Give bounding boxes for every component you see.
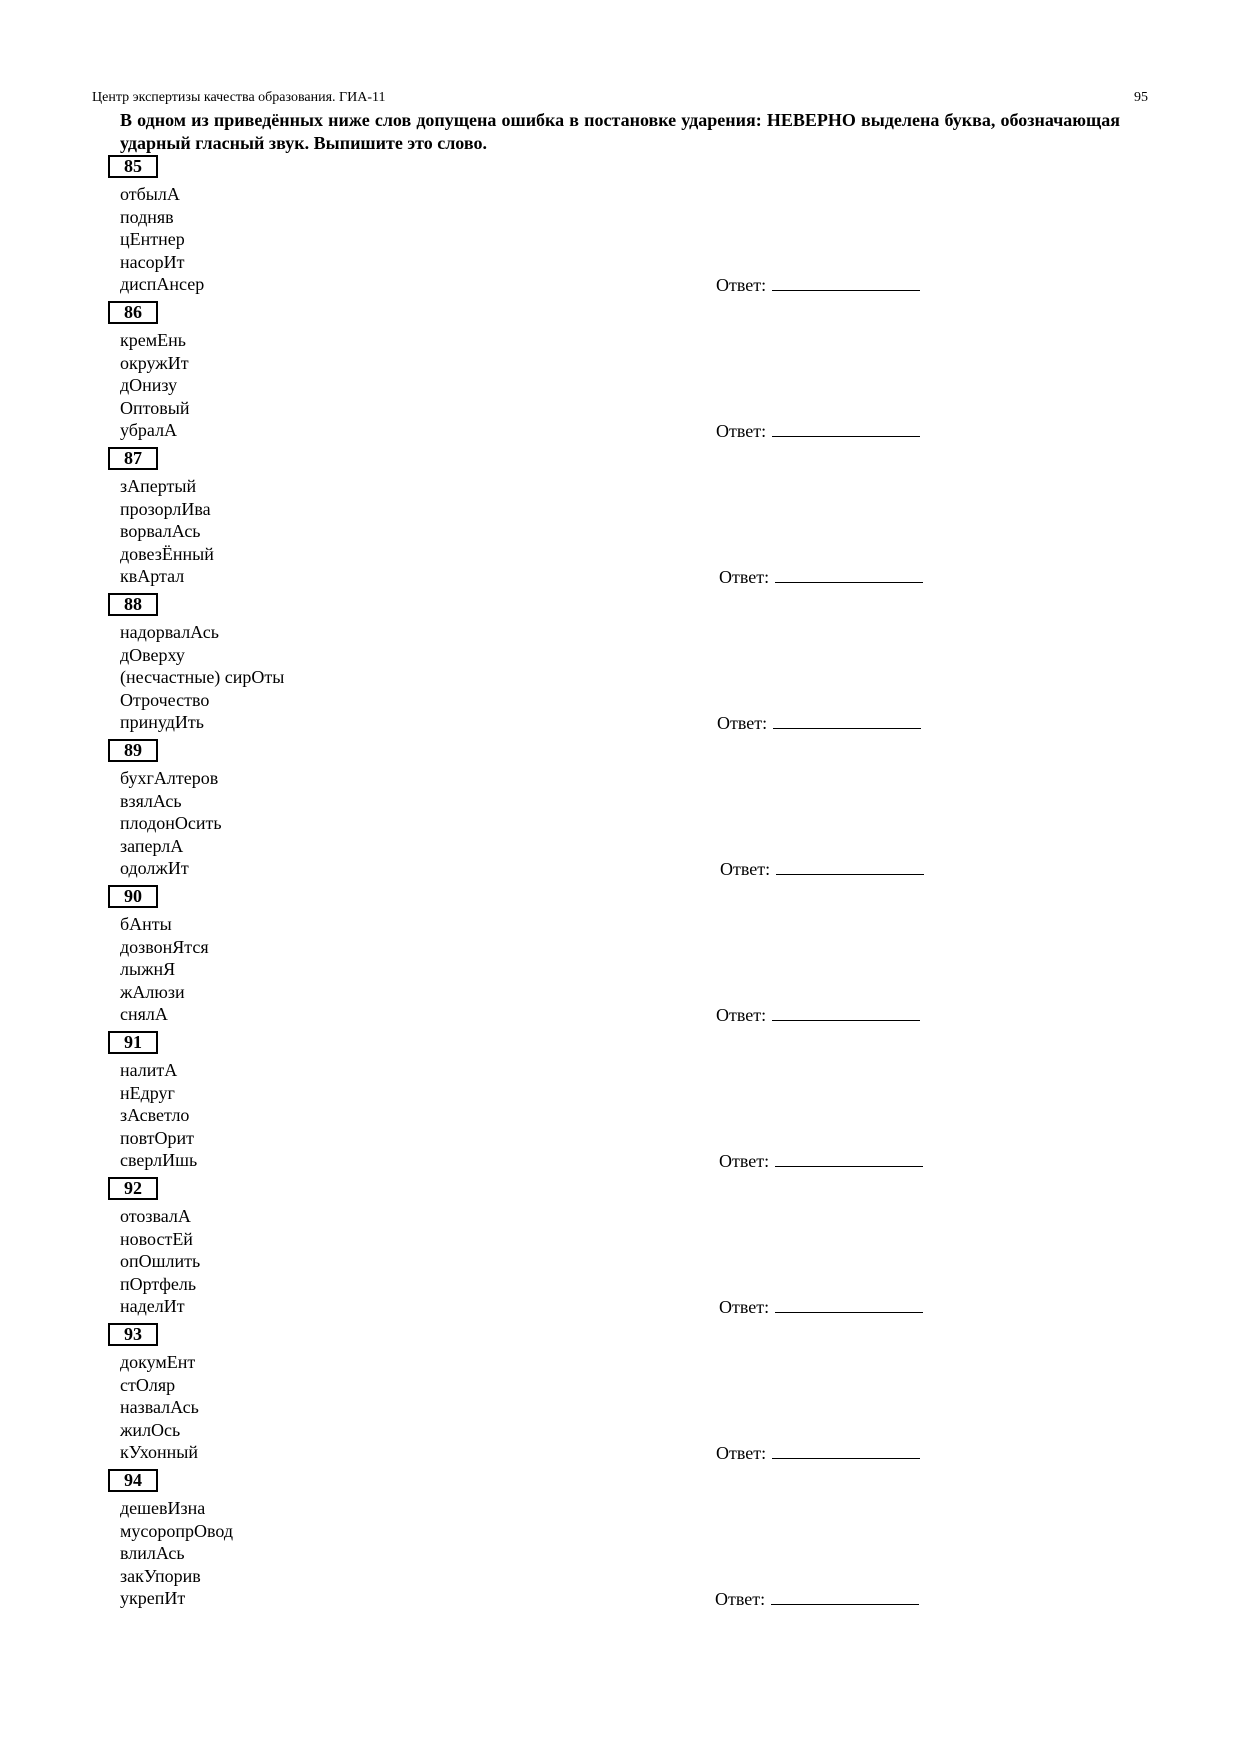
word-option: жилОсь [120,1419,181,1440]
word-option: налитА [120,1060,178,1080]
answer-blank[interactable] [771,1586,919,1605]
answer-field [716,272,920,296]
word-option: наделИт [120,1296,185,1317]
word-options [120,1059,197,1172]
word-options [120,329,190,442]
word-option: нЕдруг [120,1082,175,1103]
answer-blank[interactable] [772,418,920,437]
task-94 [0,1469,1241,1615]
answer-blank[interactable] [773,710,921,729]
answer-field [716,1440,920,1464]
answer-field [719,564,923,588]
task-85 [0,155,1241,301]
answer-field [716,418,920,442]
word-options [120,1497,233,1610]
word-options [120,621,284,734]
task-number-box: 91 [108,1031,158,1054]
word-option: диспАнсер [120,274,205,295]
word-option: насорИт [120,251,185,272]
answer-label: Ответ: [716,1443,767,1463]
word-option: укрепИт [120,1588,186,1609]
word-option: убралА [120,420,178,441]
word-option: стОляр [120,1374,176,1395]
page-number: 95 [1134,90,1148,105]
word-option: подняв [120,206,174,227]
task-90 [0,885,1241,1031]
answer-label: Ответ: [716,275,767,295]
answer-blank[interactable] [775,1148,923,1167]
task-instruction: В одном из приведённых ниже слов допущена ошибка в постановке ударения: НЕВЕРНО выделена буква, обозначающая ударный гласный звук. Выпишите это слово. [120,110,1120,153]
word-option: дозвонЯтся [120,936,209,957]
answer-label: Ответ: [720,859,771,879]
word-options [120,767,222,880]
word-option: опОшлить [120,1251,201,1272]
word-option: окружИт [120,352,189,373]
word-option: влилАсь [120,1543,185,1564]
word-option: дешевИзна [120,1498,206,1518]
word-option: лыжнЯ [120,959,176,980]
task-number-box: 92 [108,1177,158,1200]
word-option: сверлИшь [120,1150,198,1171]
document-header-title: Центр экспертизы качества образования. ГИА-11 [92,90,386,105]
word-option: пОртфель [120,1273,197,1294]
word-option: надорвалАсь [120,622,219,642]
task-number-box: 86 [108,301,158,324]
word-option: ворвалАсь [120,521,201,542]
task-number-box: 90 [108,885,158,908]
task-89 [0,739,1241,885]
word-option: принудИть [120,712,204,733]
answer-field [719,1148,923,1172]
word-option: жАлюзи [120,981,185,1002]
answer-label: Ответ: [716,421,767,441]
answer-blank[interactable] [775,1294,923,1313]
answer-label: Ответ: [719,567,770,587]
word-option: одолжИт [120,858,189,879]
task-87 [0,447,1241,593]
task-number-box: 88 [108,593,158,616]
task-list [0,155,1241,1615]
answer-label: Ответ: [719,1297,770,1317]
word-option: зАсветло [120,1105,190,1126]
word-option: квАртал [120,566,185,587]
word-option: дОверху [120,644,185,665]
answer-label: Ответ: [719,1151,770,1171]
word-option: заперлА [120,835,184,856]
word-option: цЕнтнер [120,229,185,250]
word-option: прозорлИва [120,498,211,519]
word-option: отозвалА [120,1206,191,1226]
word-option: бАнты [120,914,172,934]
word-option: зАпертый [120,476,197,496]
answer-blank[interactable] [772,1002,920,1021]
answer-field [716,1002,920,1026]
task-number-box: 94 [108,1469,158,1492]
word-option: снялА [120,1004,168,1025]
answer-label: Ответ: [717,713,768,733]
word-option: докумЕнт [120,1352,196,1372]
task-92 [0,1177,1241,1323]
answer-label: Ответ: [716,1005,767,1025]
word-options [120,1351,199,1464]
word-option: дОнизу [120,375,178,396]
task-number-box: 87 [108,447,158,470]
word-options [120,183,204,296]
word-options [120,913,209,1026]
word-option: отбылА [120,184,180,204]
answer-field [720,856,924,880]
word-option: бухгАлтеров [120,768,219,788]
word-option: Оптовый [120,397,190,418]
word-option: новостЕй [120,1228,193,1249]
word-option: плодонОсить [120,813,222,834]
word-option: кремЕнь [120,330,186,350]
answer-field [715,1586,919,1610]
answer-blank[interactable] [772,272,920,291]
task-86 [0,301,1241,447]
word-options [120,475,214,588]
word-option: кУхонный [120,1442,198,1463]
word-option: довезЁнный [120,543,214,564]
task-number-box: 85 [108,155,158,178]
word-options [120,1205,200,1318]
answer-field [717,710,921,734]
task-number-box: 93 [108,1323,158,1346]
word-option: мусоропрОвод [120,1520,234,1541]
answer-field [719,1294,923,1318]
answer-label: Ответ: [715,1589,766,1609]
word-option: Отрочество [120,689,210,710]
answer-blank[interactable] [775,564,923,583]
word-option: взялАсь [120,790,182,811]
word-option: закУпорив [120,1565,201,1586]
word-option: (несчастные) сирОты [120,667,285,688]
word-option: назвалАсь [120,1397,199,1418]
word-option: повтОрит [120,1127,195,1148]
answer-blank[interactable] [776,856,924,875]
task-number-box: 89 [108,739,158,762]
answer-blank[interactable] [772,1440,920,1459]
task-91 [0,1031,1241,1177]
task-88 [0,593,1241,739]
task-93 [0,1323,1241,1469]
